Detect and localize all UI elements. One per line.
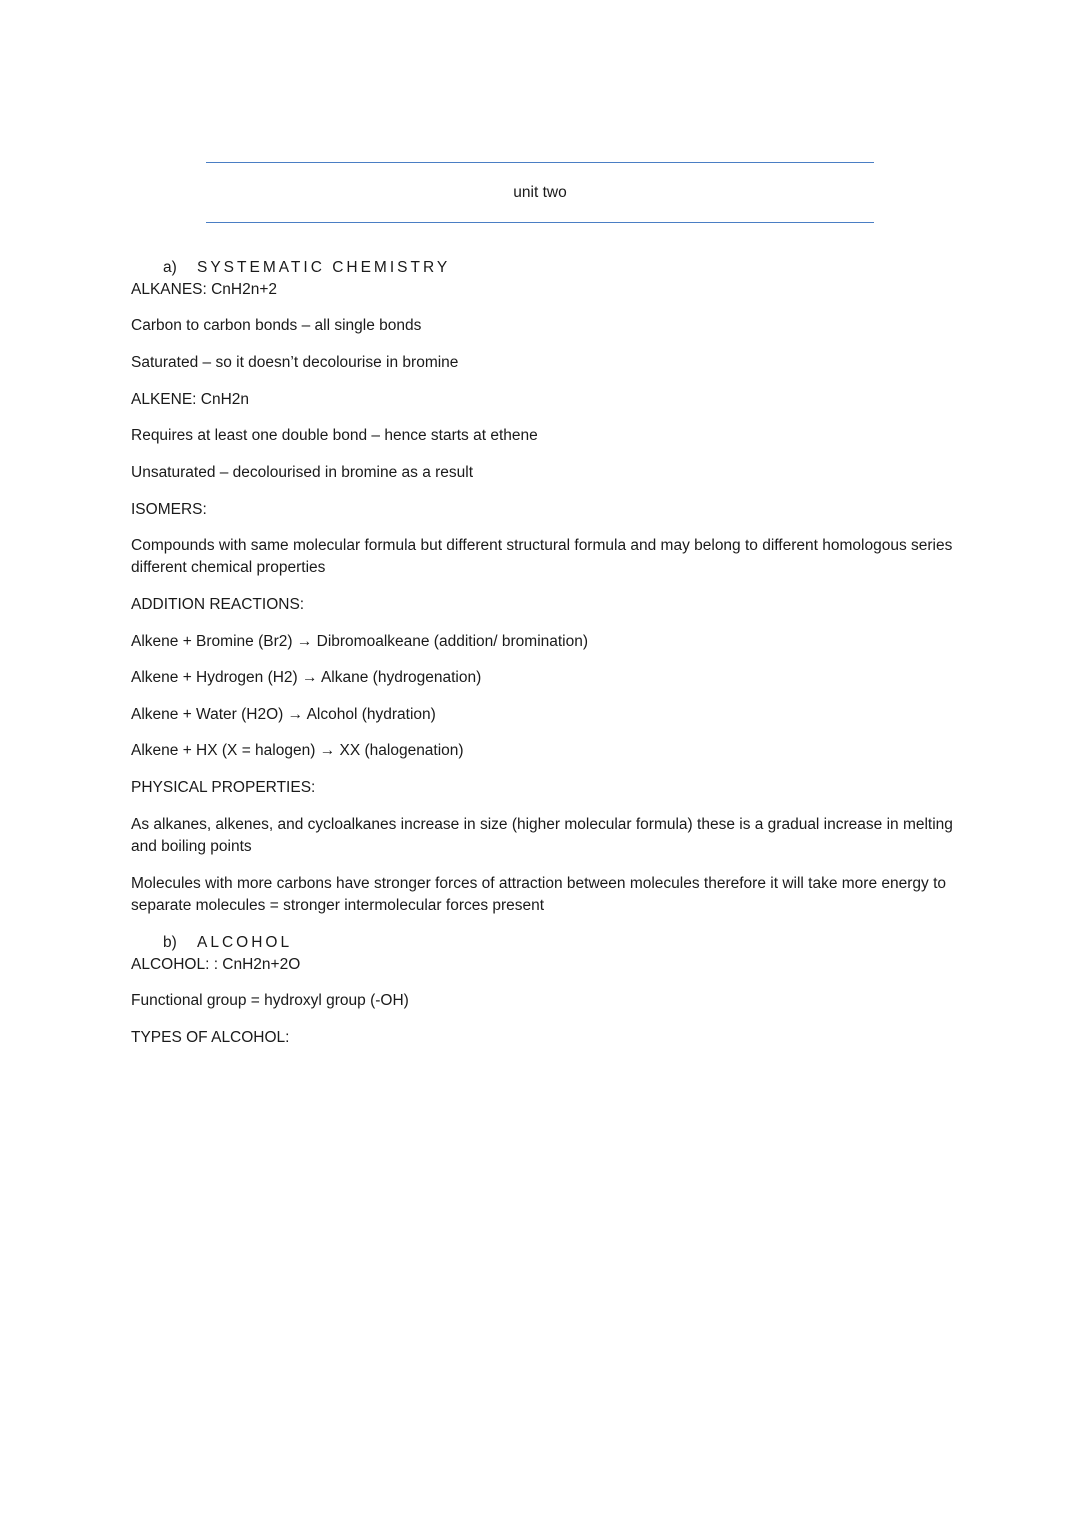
alkanes-bonds-text: Carbon to carbon bonds – all single bonds — [131, 317, 422, 334]
alkene-unsaturated-text: Unsaturated – decolourised in bromine as a result — [131, 464, 474, 481]
section-heading-systematic-chemistry — [163, 257, 450, 279]
isomers-definition: Compounds with same molecular formula but different structural formula and may belong to different homologous series different chemical properties — [131, 537, 953, 576]
header-rule-top — [206, 162, 874, 163]
section-heading-alcohol — [163, 932, 292, 954]
alkanes-saturated-text: Saturated – so it doesn’t decolourise in bromine — [131, 354, 459, 371]
physical-properties-paragraph-1: As alkanes, alkenes, and cycloalkanes increase in size (higher molecular formula) these is a gradual increase in melting and boiling points — [131, 816, 953, 855]
section-letter: b) — [163, 934, 177, 951]
alcohol-formula: ALCOHOL: : CnH2n+2O — [131, 956, 301, 973]
header-rule-bottom — [206, 222, 874, 223]
alkene-formula: ALKENE: CnH2n — [131, 391, 250, 408]
section-letter: a) — [163, 259, 177, 276]
addition-reactions-heading: ADDITION REACTIONS: — [131, 596, 305, 613]
alkanes-formula: ALKANES: CnH2n+2 — [131, 281, 278, 298]
alkene-requires-text: Requires at least one double bond – hence starts at ethene — [131, 427, 538, 444]
section-title: SYSTEMATIC CHEMISTRY — [197, 259, 451, 276]
addition-reaction-halogen: Alkene + HX (X = halogen) → XX (halogenation) — [131, 742, 464, 759]
addition-reaction-bromine: Alkene + Bromine (Br2) → Dibromoalkeane (addition/ bromination) — [131, 633, 589, 650]
isomers-heading: ISOMERS: — [131, 501, 207, 518]
addition-reaction-hydrogen: Alkene + Hydrogen (H2) → Alkane (hydrogenation) — [131, 669, 482, 686]
functional-group-text: Functional group = hydroxyl group (-OH) — [131, 992, 409, 1009]
physical-properties-heading: PHYSICAL PROPERTIES: — [131, 779, 316, 796]
addition-reaction-water: Alkene + Water (H2O) → Alcohol (hydration) — [131, 706, 436, 723]
header-title: unit two — [513, 184, 567, 201]
physical-properties-paragraph-2: Molecules with more carbons have stronger forces of attraction between molecules therefore it will take more energy to separate molecules = stronger intermolecular forces present — [131, 875, 946, 914]
section-title: ALCOHOL — [197, 934, 293, 951]
types-of-alcohol-heading: TYPES OF ALCOHOL: — [131, 1029, 290, 1046]
